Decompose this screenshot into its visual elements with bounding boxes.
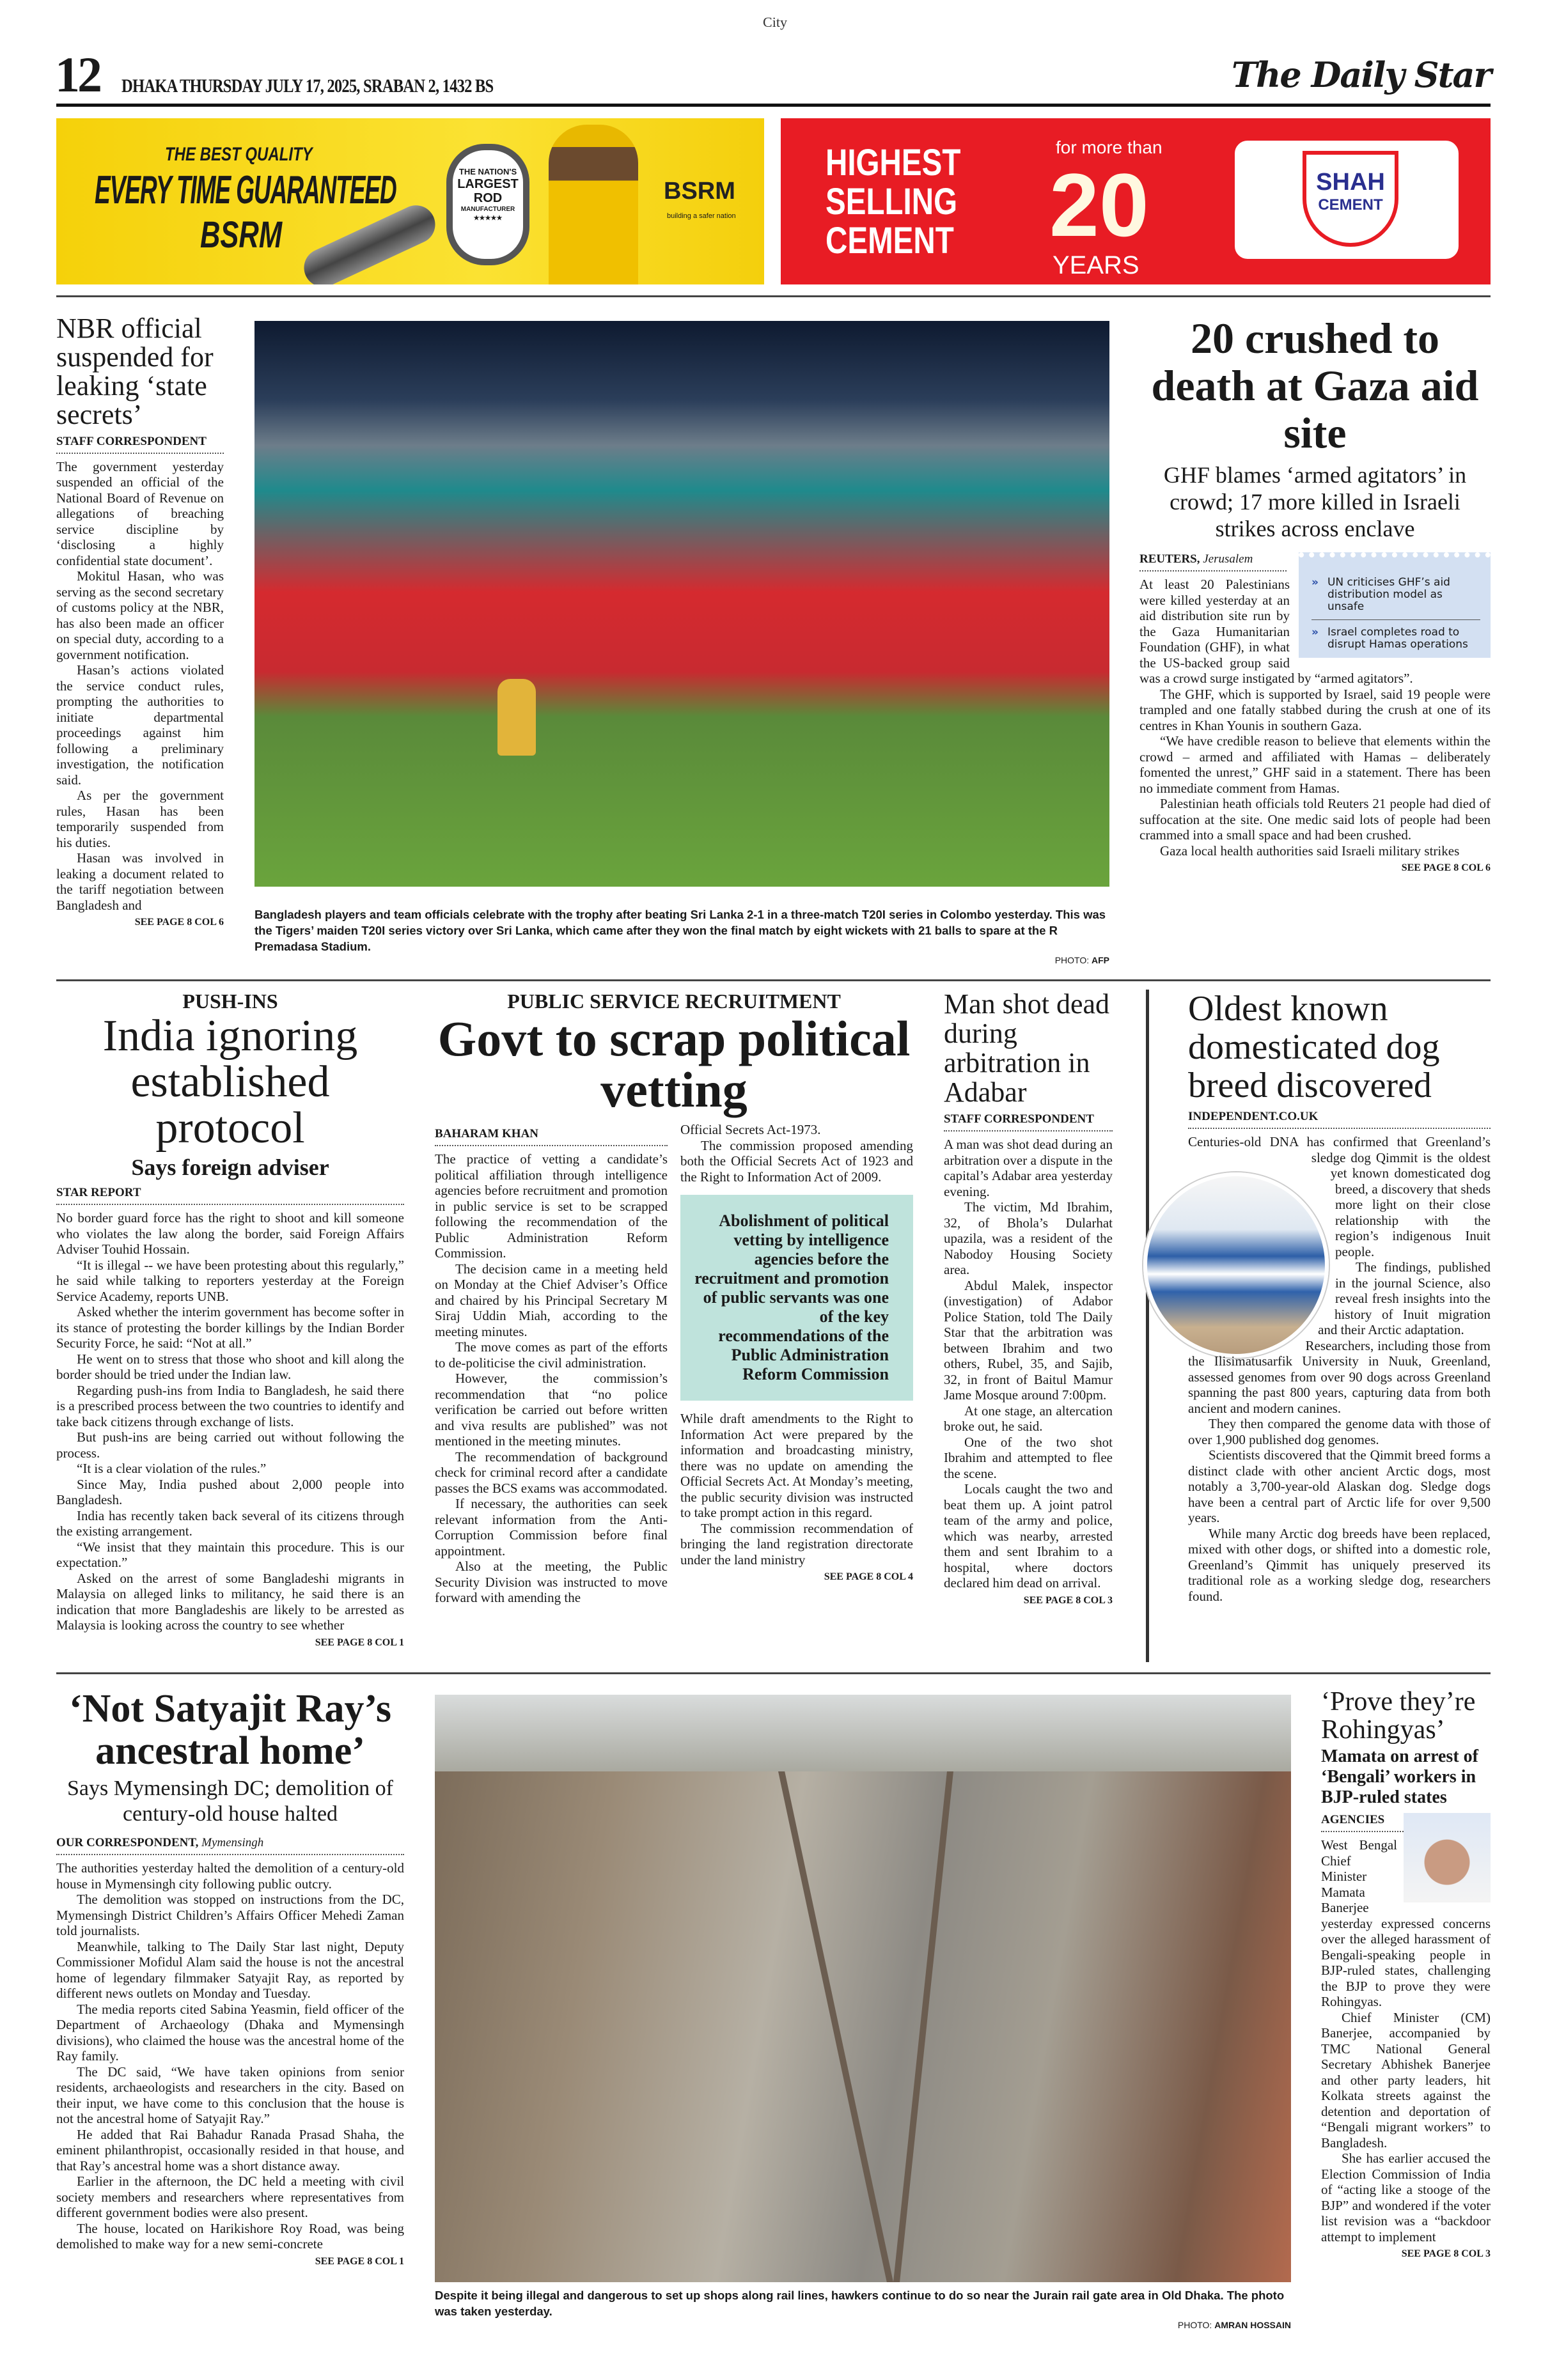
paragraph: The government yesterday suspended an official of the National Board of Revenue on allegations of breaching service discipline by ‘disclosing a highly confidential state document’. (56, 458, 224, 568)
paragraph: Mokitul Hasan, who was serving as the second secretary of customs policy at the NBR, has also been made an officer on special duty, according to a government notification. (56, 568, 224, 662)
bsrm-advertisement[interactable] (56, 118, 764, 284)
trophy-image (497, 679, 536, 756)
article-pushins[interactable] (56, 990, 404, 1649)
shah-cement-advertisement[interactable] (781, 118, 1491, 284)
ad-tagline: building a safer nation (667, 212, 736, 220)
paragraph: While draft amendments to the Right to Information Act were prepared by the information and broadcasting ministry, there was no update on amending the Official Secrets Act. At Monday’s meeting, the public security division was instructed to take prompt action in this regard. (680, 1411, 913, 1520)
article-gaza[interactable] (1139, 315, 1491, 874)
caption-text: Bangladesh players and team officials celebrate with the trophy after beating Sri Lanka 2-1 in a three-match T20I series in Colombo yesterday. This was the Tigers’ maiden T20I series victory over Sri Lanka, which came after they won the final match by eight wickets with 21 balls to spare at the R Premadasa Stadium. (254, 908, 1106, 953)
ad-line: SELLING (826, 180, 958, 222)
cricket-team-photo[interactable] (254, 321, 1109, 887)
logo-text: SHAH (1316, 169, 1385, 196)
credit-label: PHOTO: (1177, 2320, 1212, 2330)
paragraph: He went on to stress that those who shoot and kill along the border should be tried under the Indian law. (56, 1351, 404, 1382)
kicker: PUSH-INS (182, 990, 278, 1013)
byline: AGENCIES (1321, 1813, 1491, 1832)
ad-text: THE BEST QUALITY (165, 144, 313, 165)
rail-photo-caption (435, 2287, 1291, 2331)
article-adabar[interactable] (944, 990, 1113, 1606)
byline-place: Mymensingh (201, 1836, 264, 1849)
greenland-iceberg-image (1143, 1172, 1329, 1358)
paragraph: The media reports cited Sabina Yeasmin, field officer of the Department of Archaeology (Dhaka and Mymensingh divisions), who claimed the house was the ancestral home of the Ray family. (56, 2001, 404, 2064)
paragraph: Official Secrets Act-1973. (680, 1122, 821, 1137)
paragraph: “We have credible reason to believe that elements within the crowd – armed and affiliated with Hamas – deliberately fomented the unrest,” GHF said in a statement. There has been no immediate comment from Hamas. (1139, 733, 1491, 796)
headline[interactable]: Oldest known domesticated dog breed discovered (1188, 989, 1440, 1105)
mamata-banerjee-photo (1404, 1813, 1491, 1902)
section-rule (56, 295, 1491, 297)
rail-hawkers-photo[interactable] (435, 1695, 1291, 2282)
paragraph: While many Arctic dog breeds have been replaced, mixed with other dogs, or shifted into a domestic role, Greenland’s Qimmit has uniquely preserved its traditional role as a working sledge dog, researchers found. (1188, 1525, 1491, 1604)
paragraph: He added that Rai Bahadur Ranada Prasad Shaha, the eminent philanthropist, occasionally resided in that house, and that Ray’s ancestral home was a short distance away. (56, 2126, 404, 2174)
highlight-text: Israel completes road to disrupt Hamas operations (1327, 626, 1468, 651)
article-satyajit[interactable] (56, 1688, 404, 2267)
paragraph: India has recently taken back several of its citizens through the existing arrangement. (56, 1507, 404, 1539)
highlights-box (1299, 552, 1491, 658)
article-body (680, 1411, 913, 1567)
ad-text: EVERY TIME GUARANTEED (95, 168, 396, 212)
byline: STAFF CORRESPONDENT (56, 435, 224, 454)
byline-place: Jerusalem (1203, 552, 1253, 566)
ad-line: CEMENT (826, 219, 954, 261)
continuation-link[interactable]: SEE PAGE 8 COL 3 (1023, 1594, 1113, 1606)
continuation-link[interactable]: SEE PAGE 8 COL 4 (824, 1571, 913, 1582)
double-chevron-icon: » (1311, 576, 1319, 589)
photo-credit (254, 954, 1109, 966)
ad-text: BSRM (200, 214, 283, 256)
article-vetting[interactable] (435, 990, 913, 1606)
paragraph: Abdul Malek, inspector (investigation) of Adabor Police Station, told The Daily Star that the arbitration was between Ibrahim and two others, Rubel, 35, and Sajib, 32, in front of Baitul Mamur Jame Mosque around 7:00pm. (944, 1277, 1113, 1403)
paragraph: Centuries-old DNA has confirmed that Greenland’s sledge dog Qimmit is the oldest yet known domesticated dog breed, a discovery that sheds more light on their close relationship with the region’s indigenous Inuit people. (1188, 1134, 1491, 1259)
byline: BAHARAM KHAN (435, 1127, 668, 1146)
paragraph: They then compared the genome data with those of over 1,900 published dog genomes. (1188, 1416, 1491, 1447)
paragraph: The demolition was stopped on instructions from the DC, Mymensingh District Children’s Affairs Officer Mehedi Zaman told journalists. (56, 1892, 404, 1938)
credit-name: AFP (1092, 955, 1109, 965)
paragraph: The commission proposed amending both the Official Secrets Act of 1923 and the Right to Information Act of 2009. (680, 1137, 913, 1185)
headline[interactable]: Govt to scrap political vetting (437, 1011, 911, 1117)
ad-text: for more than (1056, 137, 1162, 157)
article-body (944, 1137, 1113, 1591)
paragraph: As per the government rules, Hasan has been temporarily suspended from his duties. (56, 788, 224, 850)
article-body (56, 459, 224, 914)
paragraph: She has earlier accused the Election Commission of India of “acting like a stooge of the BJP” and wondered if the voter list revision was a “backdoor attempt to implement (1321, 2151, 1491, 2244)
paragraph: But push-ins are being carried out without following the process. (56, 1429, 404, 1461)
paragraph: The recommendation of background check for criminal record after a candidate passes the BCS exams was accommodated. (435, 1449, 668, 1496)
headline[interactable]: India ignoring established protocol (102, 1011, 358, 1153)
continuation-link[interactable]: SEE PAGE 8 COL 1 (315, 1637, 404, 1648)
section-rule (56, 979, 1491, 981)
ad-line: HIGHEST (826, 142, 961, 183)
paragraph: Researchers, including those from the Ilisimatusarfik University in Nuuk, Greenland, assessed genomes from over 90 dogs across Greenland spanning the past 800 years, capturing data from both ancient and modern canines. (1188, 1337, 1491, 1416)
paragraph: Meanwhile, talking to The Daily Star last night, Deputy Commissioner Mofidul Alam said the house is not the ancestral home of legendary filmmaker Satyajit Ray, as reported by different news outlets on Monday and Tuesday. (56, 1938, 404, 2001)
column-divider (1146, 990, 1149, 1662)
article-dog[interactable] (1188, 990, 1491, 1604)
worker-image (549, 125, 638, 284)
paragraph: “It is a clear violation of the rules.” (77, 1461, 267, 1476)
headline[interactable]: 20 crushed to death at Gaza aid site (1151, 314, 1479, 457)
headline[interactable]: NBR official suspended for leaking ‘state secrets’ (56, 313, 214, 430)
paragraph: The commission recommendation of bringing the land registration directorate under the land ministry (680, 1520, 913, 1567)
paragraph: The house, located on Harikishore Roy Road, was being demolished to make way for a new semi-concrete (56, 2220, 404, 2252)
paragraph: The move comes as part of the efforts to de-politicise the civil administration. (435, 1339, 668, 1371)
paragraph: Regarding push-ins from India to Bangladesh, he said there is a prescribed process between the two countries to identify and take back citizens through exchange of lists. (56, 1382, 404, 1429)
continuation-link[interactable]: SEE PAGE 8 COL 6 (1401, 862, 1491, 873)
newspaper-logo[interactable]: The Daily Star (1231, 54, 1491, 95)
paragraph: A man was shot dead during an arbitration over a dispute in the capital’s Adabar area yesterday evening. (944, 1137, 1113, 1199)
byline: OUR CORRESPONDENT, (56, 1836, 199, 1849)
article-mamata[interactable] (1321, 1688, 1491, 2260)
paragraph: However, the commission’s recommendation that “no police verification be carried out before written and viva results are published” was not mentioned in the meeting minutes. (435, 1371, 668, 1449)
badge-text: THE NATION'S (458, 167, 517, 176)
cricket-photo-caption (254, 906, 1109, 966)
paragraph: At least 20 Palestinians were killed yesterday at an aid distribution site run by the Gaza Humanitarian Foundation (GHF), in what the US-backed group said was a crowd surge instigated by “armed agitators”. (1139, 577, 1413, 686)
paragraph: Earlier in the afternoon, the DC held a meeting with civil society members and researchers where representatives from different government bodies were also present. (56, 2174, 404, 2220)
paragraph: No border guard force has the right to shoot and kill someone who violates the law along the border, said Foreign Affairs Adviser Touhid Hossain. (56, 1210, 404, 1257)
paragraph: The authorities yesterday halted the demolition of a century-old house in Mymensingh city following public outcry. (56, 1860, 404, 1892)
page-number: 12 (55, 47, 100, 102)
byline: REUTERS, (1139, 552, 1200, 566)
subhead: Mamata on arrest of ‘Bengali’ workers in BJP-ruled states (1321, 1746, 1478, 1807)
credit-name: AMRAN HOSSAIN (1214, 2320, 1291, 2330)
headline[interactable]: Man shot dead during arbitration in Adabar (944, 988, 1110, 1108)
rail-track (892, 1747, 956, 2282)
shield-icon (1303, 151, 1398, 247)
paragraph: Asked whether the interim government has become softer in its stance of protesting the border killings by the Indian Border Security Force, he said: “Not at all.” (56, 1304, 404, 1351)
article-nbr[interactable] (56, 315, 224, 928)
continuation-link[interactable]: SEE PAGE 8 COL 3 (1401, 2248, 1491, 2259)
caption-text: Despite it being illegal and dangerous to set up shops along rail lines, hawkers continue to do so near the Jurain rail gate area in Old Dhaka. The photo was taken yesterday. (435, 2289, 1285, 2318)
shah-cement-logo (1235, 141, 1459, 259)
headline[interactable]: ‘Not Satyajit Ray’s ancestral home’ (69, 1687, 391, 1773)
ad-badge (446, 144, 529, 265)
bsrm-logo: BSRM (664, 178, 735, 205)
article-body (680, 1122, 913, 1185)
kicker: PUBLIC SERVICE RECRUITMENT (507, 990, 841, 1013)
article-body (56, 1210, 404, 1633)
article-body (56, 1860, 404, 2252)
paragraph: The DC said, “We have taken opinions from senior residents, archaeologists and researchers in the city. Based on their input, we have come to this conclusion that the house is not the ancestral home of Satyajit Ray.” (56, 2064, 404, 2126)
ad-text: YEARS (1053, 251, 1139, 279)
paragraph: Chief Minister (CM) Banerjee, accompanied by TMC National General Secretary Abhishek Banerjee and other party leaders, hit Kolkata streets against the detention and deportation of “Bengali migrant workers” to Bangladesh. (1321, 2009, 1491, 2151)
paragraph: The findings, published in the journal Science, also reveal fresh insights into the history of Inuit migration and their Arctic adaptation. (1318, 1259, 1491, 1337)
continuation-link[interactable]: SEE PAGE 8 COL 1 (315, 2255, 404, 2267)
pull-quote: Abolishment of political vetting by intelligence agencies before the recruitment and promotion of public servants was one of the key recommendations of the Public Administration Reform Commission (680, 1195, 913, 1401)
headline[interactable]: ‘Prove they’re Rohingyas’ (1321, 1687, 1476, 1745)
star-icons: ★★★★★ (473, 215, 503, 222)
highlight-item (1311, 577, 1480, 620)
paragraph: West Bengal Chief Minister Mamata Banerjee yesterday expressed concerns over the alleged harassment of Bengali-speaking people in BJP-ruled states, challenging the BJP to prove they were Rohingyas. (1321, 1837, 1491, 2009)
paragraph: Also at the meeting, the Public Security Division was instructed to move forward with amending the (435, 1559, 668, 1605)
dateline: DHAKA THURSDAY JULY 17, 2025, SRABAN 2, 1432 BS (121, 75, 494, 97)
subhead: Says foreign adviser (131, 1155, 329, 1180)
paragraph: The GHF, which is supported by Israel, said 19 people were trampled and one fatally stabbed during the crush at one of its centres in Khan Younis in southern Gaza. (1139, 686, 1491, 733)
logo-text: CEMENT (1318, 196, 1383, 214)
continuation-link[interactable]: SEE PAGE 8 COL 6 (134, 917, 224, 928)
paragraph: One of the two shot Ibrahim and attempted to flee the scene. (944, 1434, 1113, 1481)
article-body (435, 1151, 668, 1606)
paragraph: Scientists discovered that the Qimmit breed forms a distinct clade with other ancient Arctic dogs, most notably a 3,700-year-old Alaskan dog. Sledge dogs have been a central part of Arctic life for over 9,500 years. (1188, 1447, 1491, 1525)
credit-label: PHOTO: (1054, 955, 1090, 965)
subhead: GHF blames ‘armed agitators’ in crowd; 17 more killed in Israeli strikes across enclave (1163, 462, 1467, 541)
paragraph: Gaza local health authorities said Israeli military strikes (1160, 843, 1460, 859)
paragraph: Since May, India pushed about 2,000 people into Bangladesh. (56, 1476, 404, 1507)
byline: INDEPENDENT.CO.UK (1188, 1110, 1491, 1129)
double-chevron-icon: » (1311, 626, 1319, 639)
badge-text: MANUFACTURER (460, 206, 515, 213)
byline: STAR REPORT (56, 1186, 404, 1205)
byline: STAFF CORRESPONDENT (944, 1112, 1113, 1132)
paragraph: “It is illegal -- we have been protesting about this regularly,” he said while talking to reporters yesterday at the Foreign Service Academy, reports UNB. (56, 1257, 404, 1304)
paragraph: At one stage, an altercation broke out, he said. (944, 1403, 1113, 1434)
paragraph: Palestinian heath officials told Reuters 21 people had died of suffocation at the site. One medic said lots of people had been crammed into a small space and had been crushed. (1139, 796, 1491, 843)
section-label: City (763, 14, 787, 30)
highlight-text: UN criticises GHF’s aid distribution model as unsafe (1327, 576, 1450, 613)
subhead: Says Mymensingh DC; demolition of century-old house halted (67, 1777, 393, 1826)
ad-text (826, 144, 960, 261)
ad-number: 20 (1049, 155, 1149, 255)
paragraph: “We insist that they maintain this procedure. This is our expectation.” (56, 1539, 404, 1570)
rail-track (774, 1751, 895, 2282)
masthead-rule (56, 104, 1491, 107)
paragraph: The decision came in a meeting held on Monday at the Chief Adviser’s Office and chaired by his Principal Secretary M Siraj Uddin Miah, according to the meeting minutes. (435, 1261, 668, 1339)
paragraph: Hasan’s actions violated the service conduct rules, prompting the authorities to initiate departmental proceedings against him following a preliminary investigation, the notification said. (56, 662, 224, 788)
section-rule (56, 1672, 1491, 1674)
sky (435, 1695, 1291, 1771)
badge-text: LARGEST ROD (457, 177, 519, 205)
paragraph: Asked on the arrest of some Bangladeshi migrants in Malaysia on alleged links to militancy, he said there is an indication that more Bangladeshis are likely to be arrested as Malaysia is looking across the country to see whether (56, 1570, 404, 1633)
highlight-item (1311, 620, 1480, 651)
photo-credit (435, 2319, 1291, 2331)
paragraph: Hasan was involved in leaking a document related to the tariff negotiation between Bangladesh and (56, 850, 224, 913)
paragraph: Locals caught the two and beat them up. A joint patrol team of the army and police, which was nearby, arrested them and sent Ibrahim to a hospital, where doctors declared him dead on arrival. (944, 1481, 1113, 1591)
paragraph: The practice of vetting a candidate’s political affiliation through intelligence agencies before recruitment and promotion in public service is set to be scrapped following the recommendation of the Public Administration Reform Commission. (435, 1151, 668, 1261)
paragraph: If necessary, the authorities can seek relevant information from the Anti-Corruption Commission before final appointment. (435, 1496, 668, 1559)
paragraph: The victim, Md Ibrahim, 32, of Bhola’s Dularhat upazila, was a resident of the Nabodoy Housing Society area. (944, 1199, 1113, 1277)
